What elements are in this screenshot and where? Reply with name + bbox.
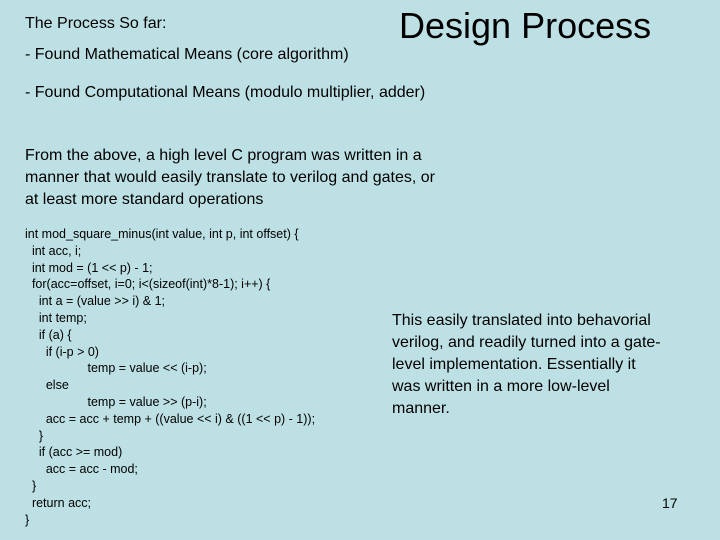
code-listing <box>25 226 315 528</box>
code-line: return acc; <box>25 495 91 510</box>
side-note <box>392 310 661 420</box>
code-line: int acc, i; <box>25 243 82 258</box>
code-line: int mod_square_minus(int value, int p, int offset) { <box>25 227 299 241</box>
note-line: was written in a more low-level <box>392 378 610 395</box>
code-line: } <box>25 512 30 527</box>
code-line: int a = (value >> i) & 1; <box>25 294 166 309</box>
code-line: if (acc >= mod) <box>25 445 123 460</box>
code-line: if (a) { <box>25 327 72 342</box>
bullet-item: - Found Mathematical Means (core algorithm) <box>25 46 349 63</box>
note-line: level implementation. Essentially it <box>392 356 636 373</box>
slide-subtitle: The Process So far: <box>25 15 167 32</box>
paragraph-line: at least more standard operations <box>25 191 264 208</box>
slide-title: Design Process <box>399 5 652 46</box>
paragraph-line: manner that would easily translate to verilog and gates, or <box>25 169 436 186</box>
code-line: } <box>25 478 37 493</box>
code-line: } <box>25 428 44 443</box>
code-line: acc = acc + temp + ((value << i) & ((1 << p) - 1)); <box>25 411 316 426</box>
note-line: This easily translated into behavorial <box>392 312 651 329</box>
code-line: temp = value << (i-p); <box>25 361 207 376</box>
page-number: 17 <box>662 495 678 511</box>
code-line: int mod = (1 << p) - 1; <box>25 260 153 275</box>
code-line: for(acc=offset, i=0; i<(sizeof(int)*8-1); i++) { <box>25 277 271 292</box>
note-line: manner. <box>392 400 450 417</box>
code-line: int temp; <box>25 310 87 325</box>
code-line: temp = value >> (p-i); <box>25 394 207 409</box>
description-paragraph <box>25 145 435 211</box>
code-line: if (i-p > 0) <box>25 344 99 359</box>
code-line: acc = acc - mod; <box>25 462 138 477</box>
paragraph-line: From the above, a high level C program was written in a <box>25 147 422 164</box>
note-line: verilog, and readily turned into a gate- <box>392 334 661 351</box>
bullet-item: - Found Computational Means (modulo multiplier, adder) <box>25 84 426 101</box>
code-line: else <box>25 378 69 393</box>
